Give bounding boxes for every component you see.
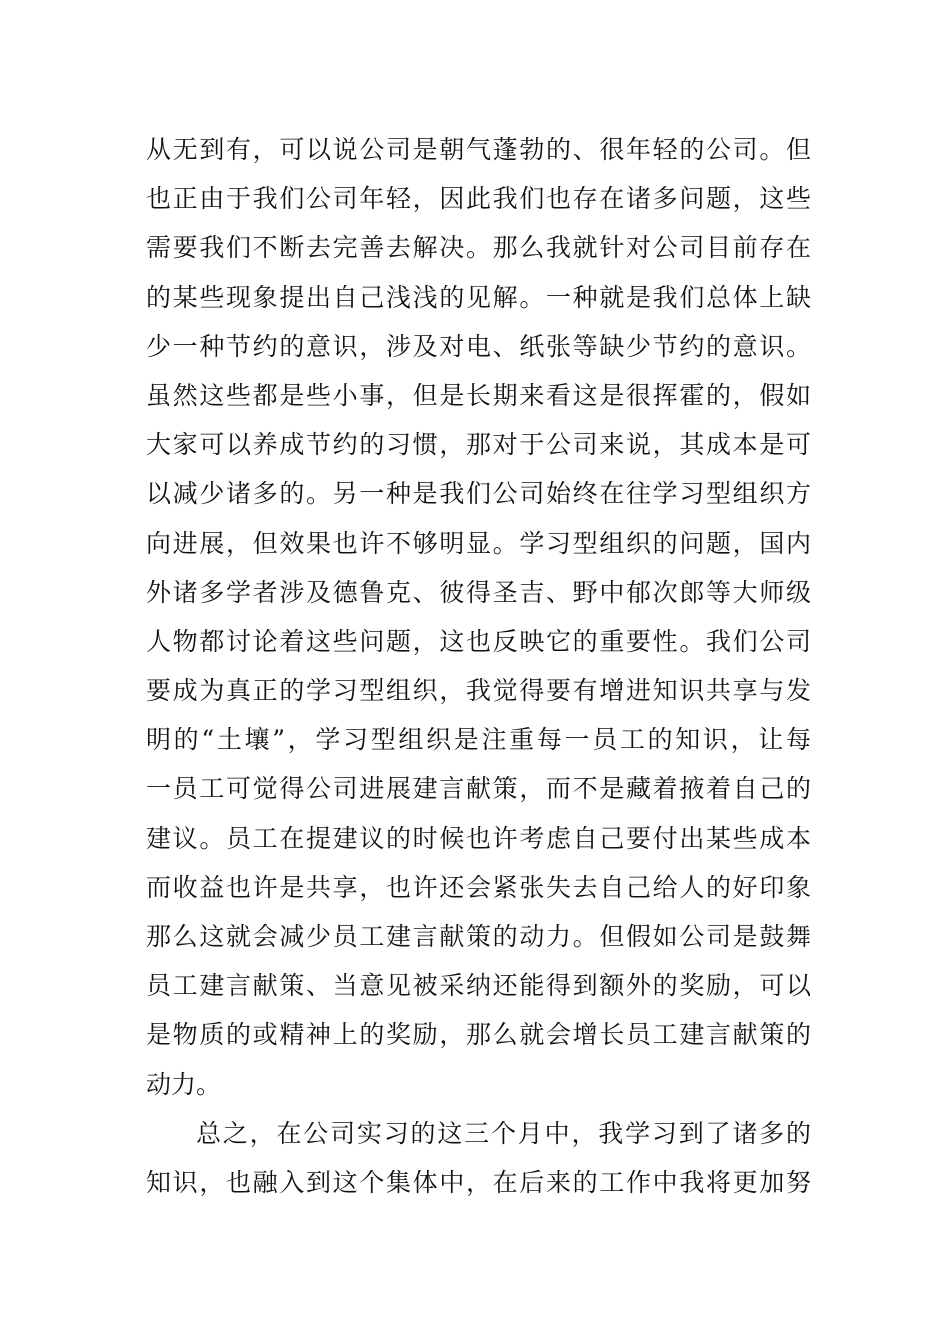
text-line: 从无到有，可以说公司是朝气蓬勃的、很年轻的公司。但 [146, 135, 811, 164]
text-line: 也正由于我们公司年轻，因此我们也存在诸多问题，这些 [146, 184, 811, 214]
text-line: 向进展，但效果也许不够明显。学习型组织的问题，国内 [146, 528, 811, 558]
text-line: 虽然这些都是些小事，但是长期来看这是很挥霍的，假如 [146, 380, 811, 410]
text-line: 要成为真正的学习型组织，我觉得要有增进知识共享与发 [146, 676, 811, 706]
text-line: 动力。 [146, 1069, 222, 1099]
text-line: 一员工可觉得公司进展建言献策，而不是藏着掖着自己的 [146, 774, 811, 804]
text-line: 以减少诸多的。另一种是我们公司始终在往学习型组织方 [146, 479, 811, 509]
text-line: 总之，在公司实习的这三个月中，我学习到了诸多的 [196, 1118, 811, 1148]
text-line: 建议。员工在提建议的时候也许考虑自己要付出某些成本 [146, 823, 811, 853]
text-line: 少一种节约的意识，涉及对电、纸张等缺少节约的意识。 [146, 331, 811, 361]
text-line: 明的“土壤”，学习型组织是注重每一员工的知识，让每 [146, 725, 811, 755]
body-text [146, 125, 811, 1207]
text-line: 的某些现象提出自己浅浅的见解。一种就是我们总体上缺 [146, 282, 811, 312]
text-line: 大家可以养成节约的习惯，那对于公司来说，其成本是可 [146, 430, 811, 460]
text-line: 是物质的或精神上的奖励，那么就会增长员工建言献策的 [146, 1020, 811, 1050]
text-line: 需要我们不断去完善去解决。那么我就针对公司目前存在 [146, 233, 811, 263]
text-line: 员工建言献策、当意见被采纳还能得到额外的奖励，可以 [146, 971, 811, 1001]
text-line: 外诸多学者涉及德鲁克、彼得圣吉、野中郁次郎等大师级 [146, 577, 811, 607]
text-line: 而收益也许是共享，也许还会紧张失去自己给人的好印象 [146, 872, 811, 902]
text-line: 那么这就会减少员工建言献策的动力。但假如公司是鼓舞 [146, 922, 811, 951]
text-line: 知识，也融入到这个集体中，在后来的工作中我将更加努 [146, 1167, 811, 1197]
text-line: 人物都讨论着这些问题，这也反映它的重要性。我们公司 [146, 626, 811, 656]
